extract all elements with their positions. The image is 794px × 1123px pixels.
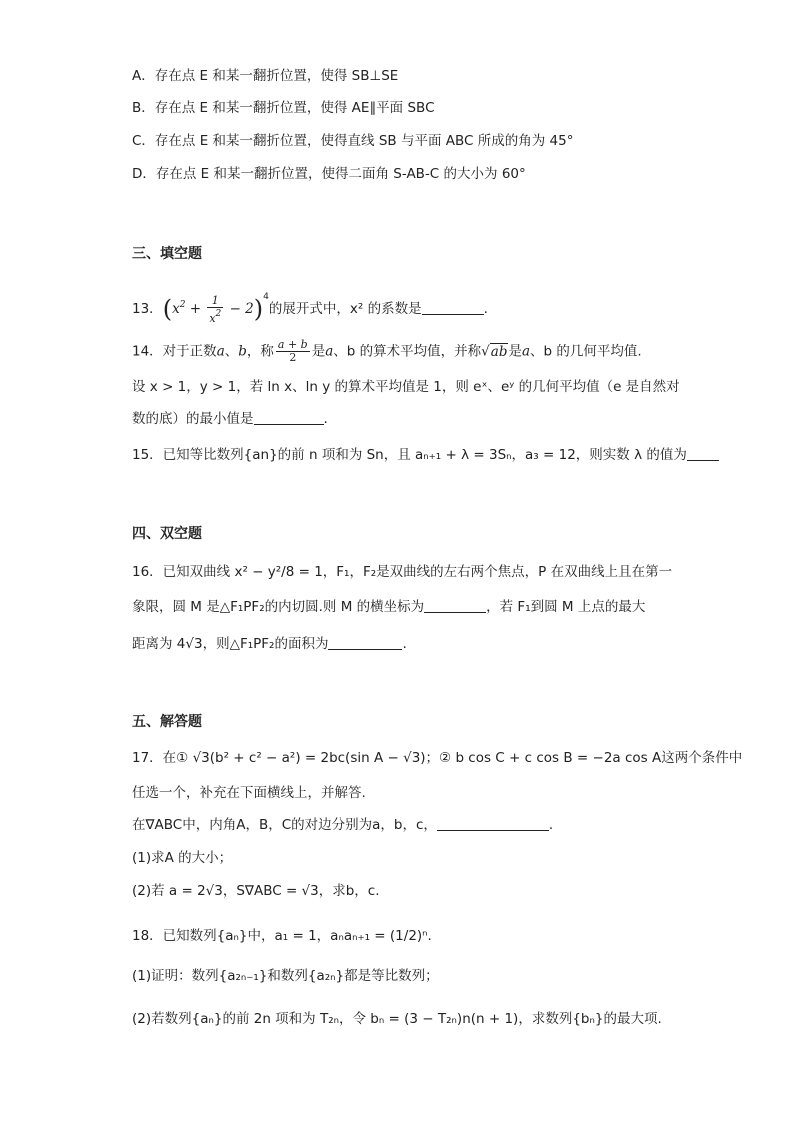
- q16-text-c: 距离为 4√3，则△F₁PF₂的面积为: [132, 636, 329, 652]
- option-a: A．存在点 E 和某一翻折位置，使得 SB⊥SE: [132, 68, 399, 84]
- q16-answer-blank-2[interactable]: [328, 635, 402, 650]
- question-14-line-3: [132, 409, 328, 429]
- question-14-line-2: 设 x > 1，y > 1，若 ln x、ln y 的算术平均值是 1，则 eˣ、eʸ 的几何平均值（e 是自然对: [132, 379, 680, 395]
- q16-answer-blank-1[interactable]: [424, 598, 486, 613]
- q13-text: 的展开式中，x² 的系数是: [268, 301, 422, 317]
- q14-answer-blank[interactable]: [254, 410, 324, 425]
- q13-expr: $x^2$ + $\frac{1}{x^2}$ − 2: [172, 293, 254, 325]
- section-fill-in-heading: 三、填空题: [132, 246, 202, 262]
- question-17-part-2: (2)若 a = 2√3，S∇ABC = √3，求b，c.: [132, 883, 380, 899]
- question-16-line-3: [132, 634, 407, 654]
- q13-right-paren: ): [253, 295, 264, 323]
- q14-text-a: 14．对于正数: [132, 343, 217, 360]
- q14-arith-mean: $\frac{a + b}{2}$: [277, 338, 308, 364]
- q16-end: .: [402, 636, 407, 652]
- q14-text-b: 、: [224, 343, 239, 360]
- question-15: [132, 445, 719, 465]
- question-17-line-3: [132, 815, 553, 835]
- question-18-line-1: 18．已知数列{aₙ}中，a₁ = 1，aₙaₙ₊₁ = (1/2)ⁿ.: [132, 928, 432, 944]
- question-16-line-2: [132, 597, 645, 617]
- q14-text-d: 是: [311, 343, 326, 360]
- question-17-line-2: 任选一个，补充在下面横线上，并解答.: [132, 785, 366, 801]
- question-18-part-2: (2)若数列{aₙ}的前 2n 项和为 T₂ₙ，令 bₙ = (3 − T₂ₙ)n(n + 1)，求数列{bₙ}的最大项.: [132, 1011, 662, 1027]
- question-13: 13．($x^2$ + $\frac{1}{x^2}$ − 2)$^4$的展开式中，x² 的系数是 .: [132, 292, 488, 325]
- q15-answer-blank[interactable]: [687, 446, 719, 461]
- question-14-line-1: 14．对于正数a、b，称 $\frac{a + b}{2}$ 是a、b 的算术平均值，并称√ab是a、b 的几何平均值.: [132, 338, 642, 364]
- q17-text: 在∇ABC中，内角A，B，C的对边分别为a，b，c，: [132, 817, 437, 833]
- q13-number: 13．: [132, 301, 163, 317]
- section-answer-heading: 五、解答题: [132, 714, 202, 730]
- q13-answer-blank[interactable]: [422, 300, 484, 315]
- q16-text-a: 象限，圆 M 是△F₁PF₂的内切圆.则 M 的横坐标为: [132, 599, 425, 615]
- option-b: B．存在点 E 和某一翻折位置，使得 AE∥平面 SBC: [132, 100, 435, 116]
- question-17-part-1: (1)求A 的大小；: [132, 850, 233, 866]
- q17-condition-blank[interactable]: [437, 816, 549, 831]
- q13-left-paren: (: [162, 295, 173, 323]
- question-18-part-1: (1)证明：数列{a₂ₙ₋₁}和数列{a₂ₙ}都是等比数列；: [132, 968, 439, 984]
- q14-text-c: ，称: [246, 343, 274, 360]
- section-double-heading: 四、双空题: [132, 526, 202, 542]
- q14-text-e: 、b 的算术平均值，并称: [333, 343, 482, 360]
- option-d: D．存在点 E 和某一翻折位置，使得二面角 S-AB-C 的大小为 60°: [132, 166, 526, 182]
- q14-text-f: 是: [508, 343, 522, 360]
- q14-end: .: [323, 411, 328, 427]
- q14-text-g: 、b 的几何平均值.: [530, 343, 642, 360]
- question-17-line-1: 17．在① √3(b² + c² − a²) = 2bc(sin A − √3)；② b cos C + c cos B = −2a cos A这两个条件中: [132, 750, 743, 766]
- q13-end: .: [483, 301, 488, 317]
- q14-geo-mean: ab: [490, 343, 508, 360]
- q17-end: .: [548, 817, 554, 833]
- question-16-line-1: 16．已知双曲线 x² − y²/8 = 1，F₁，F₂是双曲线的左右两个焦点，P 在双曲线上且在第一: [132, 564, 673, 580]
- option-c: C．存在点 E 和某一翻折位置，使得直线 SB 与平面 ABC 所成的角为 45°: [132, 133, 574, 149]
- q15-text: 15．已知等比数列{an}的前 n 项和为 Sn，且 aₙ₊₁ + λ = 3Sₙ，a₃ = 12，则实数 λ 的值为: [132, 447, 687, 463]
- q14-text-3: 数的底）的最小值是: [132, 411, 254, 427]
- q16-text-b: ，若 F₁到圆 M 上点的最大: [486, 599, 646, 615]
